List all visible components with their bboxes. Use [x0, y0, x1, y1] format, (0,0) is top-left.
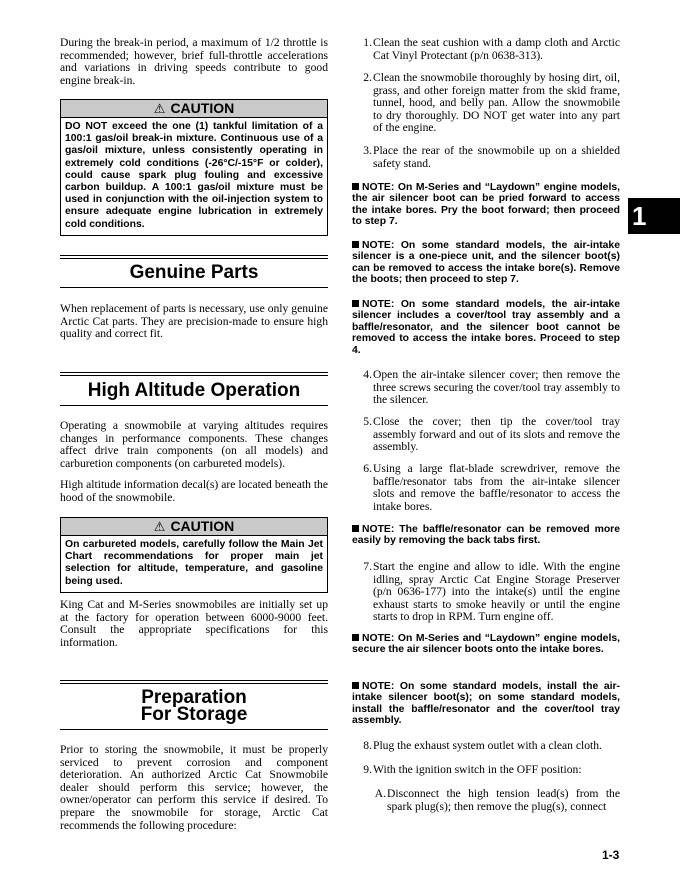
note-square-icon — [352, 241, 359, 248]
section-heading-high-altitude: High Altitude Operation — [60, 372, 328, 406]
list-item: 2. Clean the snowmobile thoroughly by hosing dirt, oil, grass, and other foreign matter from the skid frame, tunnel, hood, and belly pan. Allow the snowmobile to dry thoroughly. DO NOT get water into any part of the engine. — [363, 71, 620, 135]
caution-header — [61, 100, 327, 118]
page-number: 1-3 — [602, 848, 620, 862]
altitude-decal-paragraph: High altitude information decal(s) are located beneath the hood of the snowmobile. — [60, 478, 328, 504]
note-square-icon — [352, 682, 359, 689]
caution-body: DO NOT exceed the one (1) tankful limitation of a 100:1 gas/oil break-in mixture. Continuous use of a gas/oil mixture, unless consistently operating in extremely cold conditions (-26°C/-15°F or colder), could cause spark plug fouling and excessive carbon buildup. A 100:1 gas/oil mixture must be used in conjunction with the oil-injection system to ensure adequate engine lubrication in extremely cold conditions. — [65, 121, 323, 230]
list-item: 6. Using a large flat-blade screwdriver, remove the baffle/resonator tabs from the air-intake silencer slots and remove the baffle/resonator to access the intake bores. — [363, 462, 620, 513]
note-square-icon — [352, 183, 359, 190]
section-heading-storage — [60, 680, 328, 730]
note-square-icon — [352, 300, 359, 307]
note-square-icon — [352, 525, 359, 532]
caution-box-altitude — [60, 517, 328, 593]
caution-title: CAUTION — [170, 100, 235, 116]
warning-triangle-icon: ⚠ — [153, 519, 166, 534]
high-altitude-paragraph: Operating a snowmobile at varying altitudes requires changes in performance components. These changes affect drive train components (on all models) and carburetion components (on carbureted models). — [60, 419, 328, 470]
caution-box-break-in — [60, 99, 328, 236]
list-item: 1. Clean the seat cushion with a damp cloth and Arctic Cat Vinyl Protectant (p/n 0638-313). — [363, 36, 620, 62]
storage-heading-line2: For Storage — [140, 704, 248, 725]
note-one-piece-silencer: NOTE: On some standard models, the air-intake silencer is a one-piece unit, and the silencer boot(s) can be removed to access the intake bore(s). Remove the boots; then proceed to step 7. — [352, 240, 620, 286]
warning-triangle-icon: ⚠ — [153, 101, 166, 116]
king-cat-paragraph: King Cat and M-Series snowmobiles are initially set up at the factory for operation between 6000-9000 feet. Consult the appropriate specifications for this information. — [60, 598, 328, 649]
note-cover-tool-tray: NOTE: On some standard models, the air-intake silencer includes a cover/tool tray assembly and a baffle/resonator, and the silencer boot cannot be removed to access the intake bores. Proceed to step 4. — [352, 299, 620, 356]
note-install-silencer: NOTE: On some standard models, install the air-intake silencer boot(s); on some standard models, install the baffle/resonator and the cover/tool tray assembly. — [352, 681, 620, 727]
note-m-series-boot: NOTE: On M-Series and “Laydown” engine models, the air silencer boot can be pried forward to access the intake bores. Pry the boot forward; then proceed to step 7. — [352, 182, 620, 228]
caution-header — [61, 518, 327, 536]
list-item: 7. Start the engine and allow to idle. With the engine idling, spray Arctic Cat Engine Storage Preserver (p/n 0636-177) into the intake(s) until the engine exhaust starts to smoke heavily or until the engine starts to drop in RPM. Turn engine off. — [363, 560, 620, 624]
storage-heading-line1: Preparation — [141, 687, 247, 708]
list-item: 8. Plug the exhaust system outlet with a clean cloth. — [363, 739, 602, 752]
break-in-paragraph: During the break-in period, a maximum of 1/2 throttle is recommended; however, brief full-throttle accelerations and variations in driving speeds contribute to good engine break-in. — [60, 36, 328, 87]
note-square-icon — [352, 634, 359, 641]
list-item: 5. Close the cover; then tip the cover/tool tray assembly forward and out of its slots and remove the assembly. — [363, 415, 620, 454]
note-back-tabs: NOTE: The baffle/resonator can be removed more easily by removing the back tabs first. — [352, 524, 620, 547]
storage-paragraph: Prior to storing the snowmobile, it must be properly serviced to prevent corrosion and component deterioration. An authorized Arctic Cat Snowmobile dealer should perform this service; however, the owner/operator can perform this service if desired. To prepare the snowmobile for storage, Arctic Cat recommends the following procedure: — [60, 743, 328, 832]
chapter-tab: 1 — [628, 198, 680, 234]
caution-title: CAUTION — [170, 518, 235, 534]
list-item: 9. With the ignition switch in the OFF position: — [363, 763, 582, 776]
sub-list-item: A. Disconnect the high tension lead(s) from the spark plug(s); then remove the plug(s), connect — [374, 787, 620, 813]
list-item: 4. Open the air-intake silencer cover; then remove the three screws securing the cover/tool tray assembly to the silencer. — [363, 368, 620, 407]
note-secure-boots: NOTE: On M-Series and “Laydown” engine models, secure the air silencer boots onto the intake bores. — [352, 633, 620, 656]
genuine-parts-paragraph: When replacement of parts is necessary, use only genuine Arctic Cat parts. They are precision-made to ensure high quality and correct fit. — [60, 302, 328, 341]
caution-body: On carbureted models, carefully follow the Main Jet Chart recommendations for proper main jet selection for altitude, temperature, and gasoline being used. — [65, 539, 323, 587]
list-item: 3. Place the rear of the snowmobile up on a shielded safety stand. — [363, 144, 620, 170]
section-heading-genuine-parts: Genuine Parts — [60, 255, 328, 288]
